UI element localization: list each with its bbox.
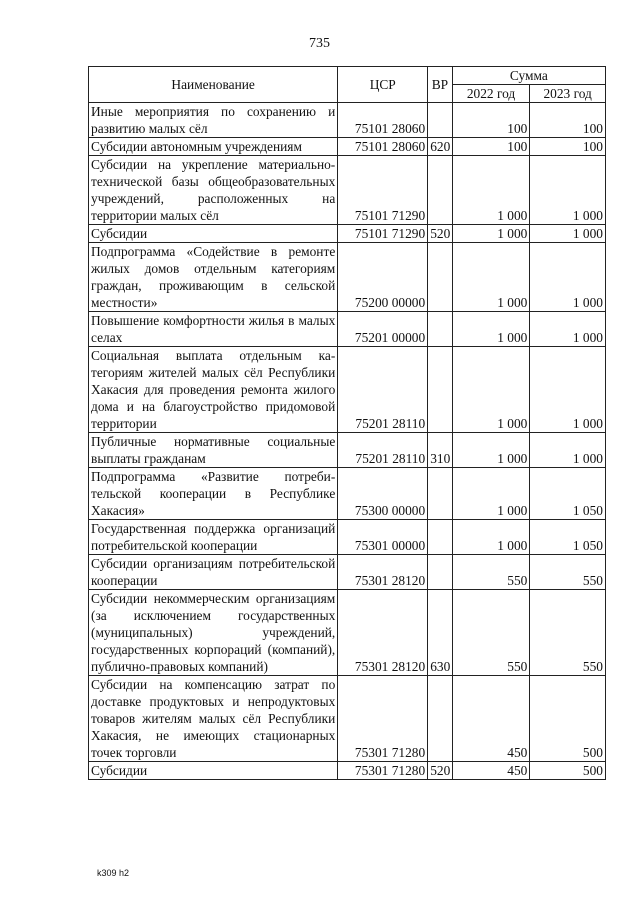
row-vr (428, 347, 453, 433)
row-csr: 75301 00000 (338, 520, 428, 555)
row-name: Повышение комфортности жилья в малых селах (89, 312, 338, 347)
row-2022: 1 000 (452, 156, 530, 225)
row-2023: 1 000 (530, 243, 606, 312)
row-vr (428, 312, 453, 347)
row-vr: 520 (428, 225, 453, 243)
row-csr: 75201 28110 (338, 347, 428, 433)
row-csr: 75200 00000 (338, 243, 428, 312)
row-2022: 100 (452, 103, 530, 138)
table-row (89, 762, 606, 780)
row-name: Субсидии организациям потребительской кооперации (89, 555, 338, 590)
row-vr (428, 243, 453, 312)
row-name: Субсидии автономным учреждениям (89, 138, 338, 156)
table-row (89, 433, 606, 468)
row-name: Государственная поддержка организаций потребительской кооперации (89, 520, 338, 555)
table-row (89, 520, 606, 555)
row-2023: 100 (530, 138, 606, 156)
row-vr (428, 156, 453, 225)
row-name: Социальная выплата отдельным категориям жителей малых сёл Республики Хакасия для проведения ремонта жилого дома и на благоустройство придомовой территории (89, 347, 338, 433)
row-2023: 500 (530, 762, 606, 780)
row-2023: 1 000 (530, 225, 606, 243)
row-csr: 75101 28060 (338, 103, 428, 138)
table-row (89, 468, 606, 520)
row-csr: 75101 71290 (338, 225, 428, 243)
row-csr: 75101 71290 (338, 156, 428, 225)
table-row (89, 138, 606, 156)
row-name: Субсидии на компенсацию затрат по доставке продуктовых и непродуктовых товаров жителям малых сёл Республики Хакасия, не имеющих стационарных точек торговли (89, 676, 338, 762)
row-csr: 75301 28120 (338, 590, 428, 676)
table-row (89, 676, 606, 762)
row-2022: 550 (452, 555, 530, 590)
row-csr: 75301 71280 (338, 676, 428, 762)
row-2022: 1 000 (452, 468, 530, 520)
row-2022: 1 000 (452, 243, 530, 312)
row-vr: 520 (428, 762, 453, 780)
row-csr: 75101 28060 (338, 138, 428, 156)
row-2023: 550 (530, 555, 606, 590)
row-2022: 450 (452, 762, 530, 780)
row-name: Публичные нормативные социальные выплаты гражданам (89, 433, 338, 468)
row-2022: 1 000 (452, 520, 530, 555)
table-row (89, 225, 606, 243)
row-vr (428, 555, 453, 590)
row-name: Иные мероприятия по сохранению и развитию малых сёл (89, 103, 338, 138)
header-vr: ВР (428, 67, 453, 103)
row-vr (428, 676, 453, 762)
row-csr: 75201 28110 (338, 433, 428, 468)
row-2023: 1 000 (530, 156, 606, 225)
row-2023: 1 050 (530, 520, 606, 555)
row-2022: 100 (452, 138, 530, 156)
table-row (89, 156, 606, 225)
header-year-2022: 2022 год (452, 85, 530, 103)
row-csr: 75301 71280 (338, 762, 428, 780)
row-name: Подпрограмма «Содействие в ремонте жилых домов отдельным категориям граждан, проживающим в сельской местности» (89, 243, 338, 312)
row-vr: 310 (428, 433, 453, 468)
row-csr: 75300 00000 (338, 468, 428, 520)
row-name: Субсидии (89, 762, 338, 780)
row-vr (428, 520, 453, 555)
row-name: Субсидии на укрепление материально-технической базы общеобразовательных учреждений, расположенных на территории малых сёл (89, 156, 338, 225)
header-year-2023: 2023 год (530, 85, 606, 103)
header-sum: Сумма (452, 67, 605, 85)
header-name: Наименование (89, 67, 338, 103)
row-2023: 1 000 (530, 347, 606, 433)
row-2023: 1 000 (530, 433, 606, 468)
table-row (89, 590, 606, 676)
header-csr: ЦСР (338, 67, 428, 103)
row-vr (428, 468, 453, 520)
table-row (89, 103, 606, 138)
row-2022: 550 (452, 590, 530, 676)
row-name: Субсидии некоммерческим организациям (за исключением государственных (муниципальных) учреждений, государственных корпораций (компаний), публично-правовых компаний) (89, 590, 338, 676)
row-2022: 1 000 (452, 347, 530, 433)
row-csr: 75301 28120 (338, 555, 428, 590)
row-2023: 100 (530, 103, 606, 138)
page-number: 735 (309, 36, 330, 51)
table-row (89, 243, 606, 312)
row-2023: 1 050 (530, 468, 606, 520)
row-csr: 75201 00000 (338, 312, 428, 347)
table-body (89, 103, 606, 780)
row-vr: 620 (428, 138, 453, 156)
table-row (89, 347, 606, 433)
row-vr (428, 103, 453, 138)
footer-code: k309 h2 (97, 868, 130, 878)
table-row (89, 312, 606, 347)
row-name: Субсидии (89, 225, 338, 243)
row-2022: 450 (452, 676, 530, 762)
budget-table (88, 66, 606, 780)
table-row (89, 555, 606, 590)
row-2022: 1 000 (452, 225, 530, 243)
row-vr: 630 (428, 590, 453, 676)
row-2023: 1 000 (530, 312, 606, 347)
row-2022: 1 000 (452, 433, 530, 468)
row-2022: 1 000 (452, 312, 530, 347)
row-name: Подпрограмма «Развитие потребительской кооперации в Республике Хакасия» (89, 468, 338, 520)
row-2023: 500 (530, 676, 606, 762)
row-2023: 550 (530, 590, 606, 676)
